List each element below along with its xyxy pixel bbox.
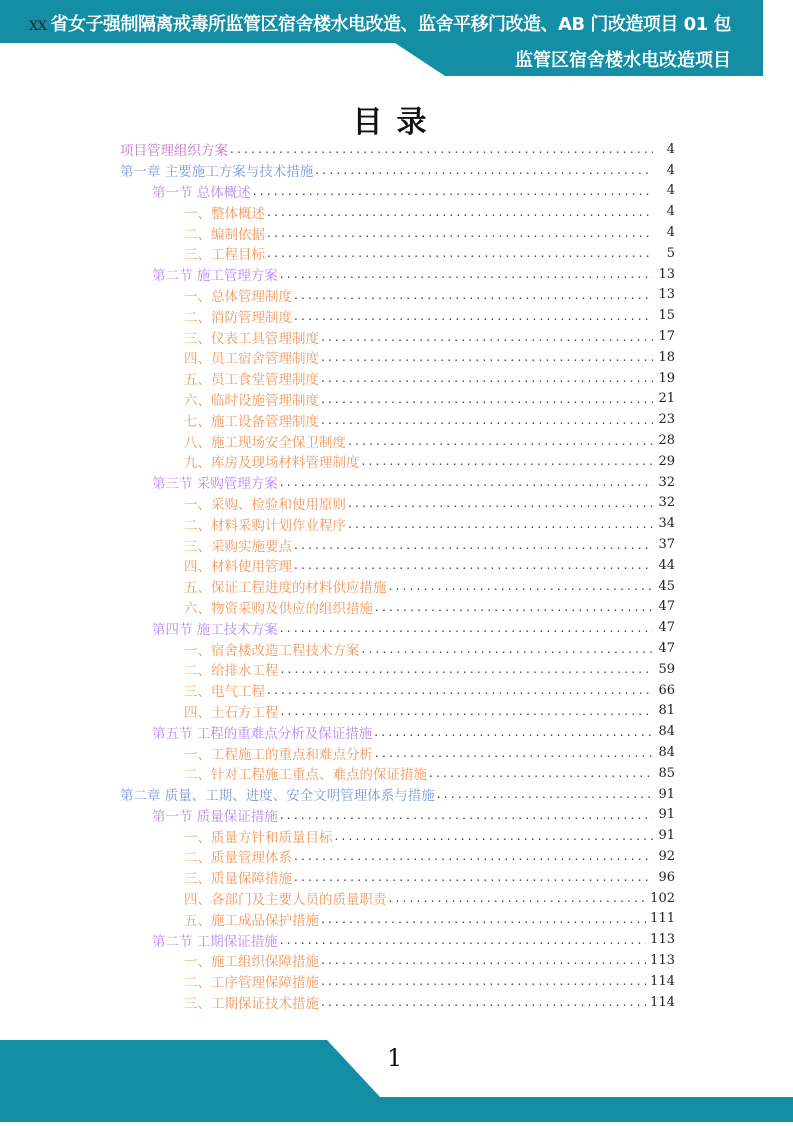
- toc-page-number: 4: [666, 225, 675, 241]
- toc-page-number: 84: [658, 724, 675, 740]
- toc-entry[interactable]: [120, 929, 675, 950]
- toc-entry-title: 三、工期保证技术措施: [184, 996, 319, 1013]
- toc-page-number: 37: [658, 537, 675, 553]
- toc-entry-title: 四、员工宿舍管理制度: [184, 351, 319, 368]
- toc-page-number: 91: [658, 786, 675, 802]
- toc-page-number: 13: [658, 287, 675, 303]
- toc-entry[interactable]: [120, 430, 675, 451]
- toc-dot-leader: [321, 392, 653, 406]
- toc-dot-leader: [375, 746, 653, 760]
- toc-page-number: 102: [650, 890, 675, 906]
- toc-page-number: 4: [666, 141, 675, 157]
- toc-page-number: 4: [666, 204, 675, 220]
- toc-page-number: 47: [658, 599, 675, 615]
- toc-entry-title: 八、施工现场安全保卫制度: [184, 434, 346, 451]
- toc-entry-title: 二、工序管理保障措施: [184, 975, 319, 992]
- toc-dot-leader: [321, 350, 653, 364]
- toc-entry-title: 一、施工组织保障措施: [184, 954, 319, 971]
- toc-dot-leader: [335, 829, 654, 843]
- toc-entry-title: 七、施工设备管理制度: [184, 413, 319, 430]
- toc-dot-leader: [294, 538, 653, 552]
- toc-entry[interactable]: [120, 181, 675, 202]
- toc-entry-title: 三、仪表工具管理制度: [184, 330, 319, 347]
- toc-entry-title: 项目管理组织方案: [120, 143, 228, 160]
- toc-page-number: 114: [650, 994, 675, 1010]
- toc-dot-leader: [281, 704, 654, 718]
- toc-dot-leader: [362, 454, 654, 468]
- toc-page-number: 81: [658, 703, 675, 719]
- toc-page-number: 13: [658, 266, 675, 282]
- toc-page-number: 59: [658, 661, 675, 677]
- toc-dot-leader: [280, 933, 646, 947]
- toc-dot-leader: [389, 891, 647, 905]
- header-title: 省女子强制隔离戒毒所监管区宿舍楼水电改造、监舍平移门改造、AB 门改造项目 01 包: [50, 14, 731, 35]
- toc-entry-title: 第四节 施工技术方案: [152, 621, 278, 638]
- toc-entry-title: 二、编制依据: [184, 226, 265, 243]
- toc-dot-leader: [437, 787, 653, 801]
- toc-page-number: 28: [658, 433, 675, 449]
- toc-entry-title: 四、材料使用管理: [184, 559, 292, 576]
- toc-entry-title: 二、给排水工程: [184, 663, 279, 680]
- toc-page-number: 114: [650, 973, 675, 989]
- toc-entry[interactable]: [120, 867, 675, 888]
- header-prefix: XX: [28, 19, 47, 34]
- toc-page-number: 85: [658, 765, 675, 781]
- toc-entry-title: 六、物资采购及供应的组织措施: [184, 600, 373, 617]
- toc-entry[interactable]: [120, 451, 675, 472]
- toc-entry[interactable]: [120, 888, 675, 909]
- toc-dot-leader: [321, 995, 646, 1009]
- toc-page-number: 5: [666, 245, 675, 261]
- toc-page-number: 113: [650, 952, 675, 968]
- toc-entry-title: 二、消防管理制度: [184, 309, 292, 326]
- toc-dot-leader: [348, 517, 653, 531]
- toc-entry-title: 一、总体管理制度: [184, 288, 292, 305]
- toc-page-number: 21: [658, 391, 675, 407]
- toc-page-number: 92: [658, 848, 675, 864]
- toc-entry-title: 一、采购、检验和使用原则: [184, 496, 346, 513]
- toc-dot-leader: [294, 288, 653, 302]
- toc-page-number: 23: [658, 412, 675, 428]
- toc-page-number: 84: [658, 745, 675, 760]
- toc-entry-title: 三、工程目标: [184, 247, 265, 264]
- toc-dot-leader: [362, 642, 654, 656]
- page-title: 目录: [352, 105, 441, 140]
- toc-entry-title: 第三节 采购管理方案: [152, 476, 278, 493]
- toc-entry[interactable]: [120, 139, 675, 160]
- toc-dot-leader: [267, 246, 653, 260]
- toc-entry-title: 第二章 质量、工期、进度、安全文明管理体系与措施: [120, 788, 435, 805]
- toc-entry[interactable]: [120, 846, 675, 867]
- toc-entry-title: 五、员工食堂管理制度: [184, 372, 319, 389]
- toc-entry-title: 二、针对工程施工重点、难点的保证措施: [184, 767, 427, 784]
- toc-dot-leader: [253, 184, 653, 198]
- toc-entry[interactable]: [120, 368, 675, 389]
- toc-dot-leader: [321, 413, 653, 427]
- toc-dot-leader: [267, 205, 653, 219]
- toc-entry[interactable]: [120, 971, 675, 992]
- toc-page-number: 19: [658, 370, 675, 386]
- toc-entry[interactable]: [120, 784, 675, 805]
- toc-entry-title: 六、临时设施管理制度: [184, 392, 319, 409]
- toc-dot-leader: [375, 600, 653, 614]
- toc-page-number: 4: [666, 183, 675, 199]
- toc-entry-title: 一、宿舍楼改造工程技术方案: [184, 642, 360, 659]
- toc-entry[interactable]: [120, 617, 675, 638]
- toc-entry[interactable]: [120, 576, 675, 597]
- toc-entry[interactable]: [120, 950, 675, 971]
- toc-dot-leader: [321, 974, 646, 988]
- toc-entry[interactable]: [120, 721, 675, 742]
- toc-page-number: 91: [658, 828, 675, 844]
- toc-entry-title: 五、施工成品保护措施: [184, 912, 319, 929]
- toc-page-number: 15: [658, 308, 675, 324]
- toc-entry-title: 第二节 施工管理方案: [152, 268, 278, 285]
- toc-entry[interactable]: [120, 597, 675, 618]
- toc-page-number: 44: [658, 557, 675, 573]
- toc-dot-leader: [230, 142, 653, 156]
- toc-dot-leader: [429, 766, 653, 780]
- toc-entry[interactable]: [120, 264, 675, 285]
- toc-dot-leader: [389, 579, 654, 593]
- header-band: [0, 0, 763, 77]
- toc-entry[interactable]: [120, 326, 675, 347]
- toc-entry[interactable]: [120, 472, 675, 493]
- toc-dot-leader: [267, 683, 653, 697]
- toc-entry-title: 一、整体概述: [184, 205, 265, 222]
- toc-dot-leader: [280, 267, 653, 281]
- toc-entry[interactable]: [120, 243, 675, 264]
- toc-entry-title: 二、质量管理体系: [184, 850, 292, 867]
- toc-dot-leader: [374, 725, 653, 739]
- toc-entry-title: 五、保证工程进度的材料供应措施: [184, 580, 387, 597]
- toc-entry[interactable]: [120, 222, 675, 243]
- toc-entry[interactable]: [120, 680, 675, 701]
- toc-entry-title: 一、工程施工的重点和难点分析: [184, 746, 373, 763]
- toc-dot-leader: [321, 330, 653, 344]
- toc-page-number: 47: [658, 620, 675, 636]
- toc-dot-leader: [321, 953, 646, 967]
- toc-entry[interactable]: [120, 701, 675, 722]
- toc-entry-title: 三、采购实施要点: [184, 538, 292, 555]
- toc-entry-title: 第二节 工期保证措施: [152, 933, 278, 950]
- toc-entry[interactable]: [120, 389, 675, 410]
- toc-dot-leader: [280, 475, 653, 489]
- header-line1: [29, 10, 731, 36]
- toc-entry-title: 四、各部门及主要人员的质量职责: [184, 892, 387, 909]
- toc-dot-leader: [280, 621, 653, 635]
- toc-entry-title: 九、库房及现场材料管理制度: [184, 455, 360, 472]
- toc-page-number: 32: [658, 474, 675, 490]
- toc-page-number: 96: [658, 869, 675, 885]
- toc-dot-leader: [281, 662, 654, 676]
- toc-page-number: 111: [650, 911, 675, 927]
- toc-entry[interactable]: [120, 305, 675, 326]
- toc-page-number: 32: [658, 495, 675, 511]
- toc-entry[interactable]: [120, 742, 675, 763]
- toc-page-number: 113: [650, 932, 675, 948]
- toc-entry[interactable]: [120, 409, 675, 430]
- toc-dot-leader: [348, 434, 653, 448]
- toc-entry[interactable]: [120, 763, 675, 784]
- toc-dot-leader: [294, 558, 653, 572]
- toc-page-number: 91: [658, 807, 675, 823]
- toc-entry[interactable]: [120, 992, 675, 1013]
- toc-entry[interactable]: [120, 493, 675, 514]
- toc-entry[interactable]: [120, 555, 675, 576]
- toc-entry[interactable]: [120, 513, 675, 534]
- toc-dot-leader: [294, 849, 653, 863]
- toc-dot-leader: [321, 371, 653, 385]
- table-of-contents: [120, 139, 675, 1012]
- toc-entry[interactable]: [120, 825, 675, 846]
- toc-page-number: 34: [658, 516, 675, 532]
- toc-page-number: 66: [658, 682, 675, 698]
- toc-dot-leader: [348, 496, 653, 510]
- toc-entry[interactable]: [120, 534, 675, 555]
- toc-entry[interactable]: [120, 160, 675, 181]
- toc-entry-title: 二、材料采购计划作业程序: [184, 517, 346, 534]
- toc-page-number: 47: [658, 641, 675, 657]
- toc-page-number: 4: [666, 162, 675, 178]
- toc-dot-leader: [267, 226, 653, 240]
- toc-entry[interactable]: [120, 347, 675, 368]
- toc-entry[interactable]: [120, 638, 675, 659]
- toc-entry-title: 第一节 总体概述: [152, 184, 251, 201]
- toc-entry-title: 四、土石方工程: [184, 704, 279, 721]
- toc-entry[interactable]: [120, 201, 675, 222]
- toc-entry[interactable]: [120, 908, 675, 929]
- toc-entry-title: 第五节 工程的重难点分析及保证措施: [152, 725, 373, 742]
- toc-page-number: 18: [658, 349, 675, 365]
- toc-entry-title: 三、电气工程: [184, 684, 265, 701]
- toc-entry[interactable]: [120, 285, 675, 306]
- toc-entry-title: 第一章 主要施工方案与技术措施: [120, 164, 314, 181]
- page-number: 1: [387, 1044, 403, 1072]
- toc-dot-leader: [315, 163, 653, 177]
- toc-dot-leader: [294, 870, 653, 884]
- toc-dot-leader: [294, 309, 653, 323]
- toc-entry-title: 一、质量方针和质量目标: [184, 829, 333, 846]
- toc-entry[interactable]: [120, 805, 675, 826]
- toc-page-number: 45: [658, 578, 675, 594]
- toc-entry-title: 三、质量保障措施: [184, 871, 292, 888]
- toc-page-number: 29: [658, 453, 675, 469]
- toc-dot-leader: [321, 912, 646, 926]
- toc-dot-leader: [280, 808, 653, 822]
- header-line2: 监管区宿舍楼水电改造项目: [515, 50, 731, 71]
- toc-entry[interactable]: [120, 659, 675, 680]
- toc-entry-title: 第一节 质量保证措施: [152, 808, 278, 825]
- toc-page-number: 17: [658, 329, 675, 345]
